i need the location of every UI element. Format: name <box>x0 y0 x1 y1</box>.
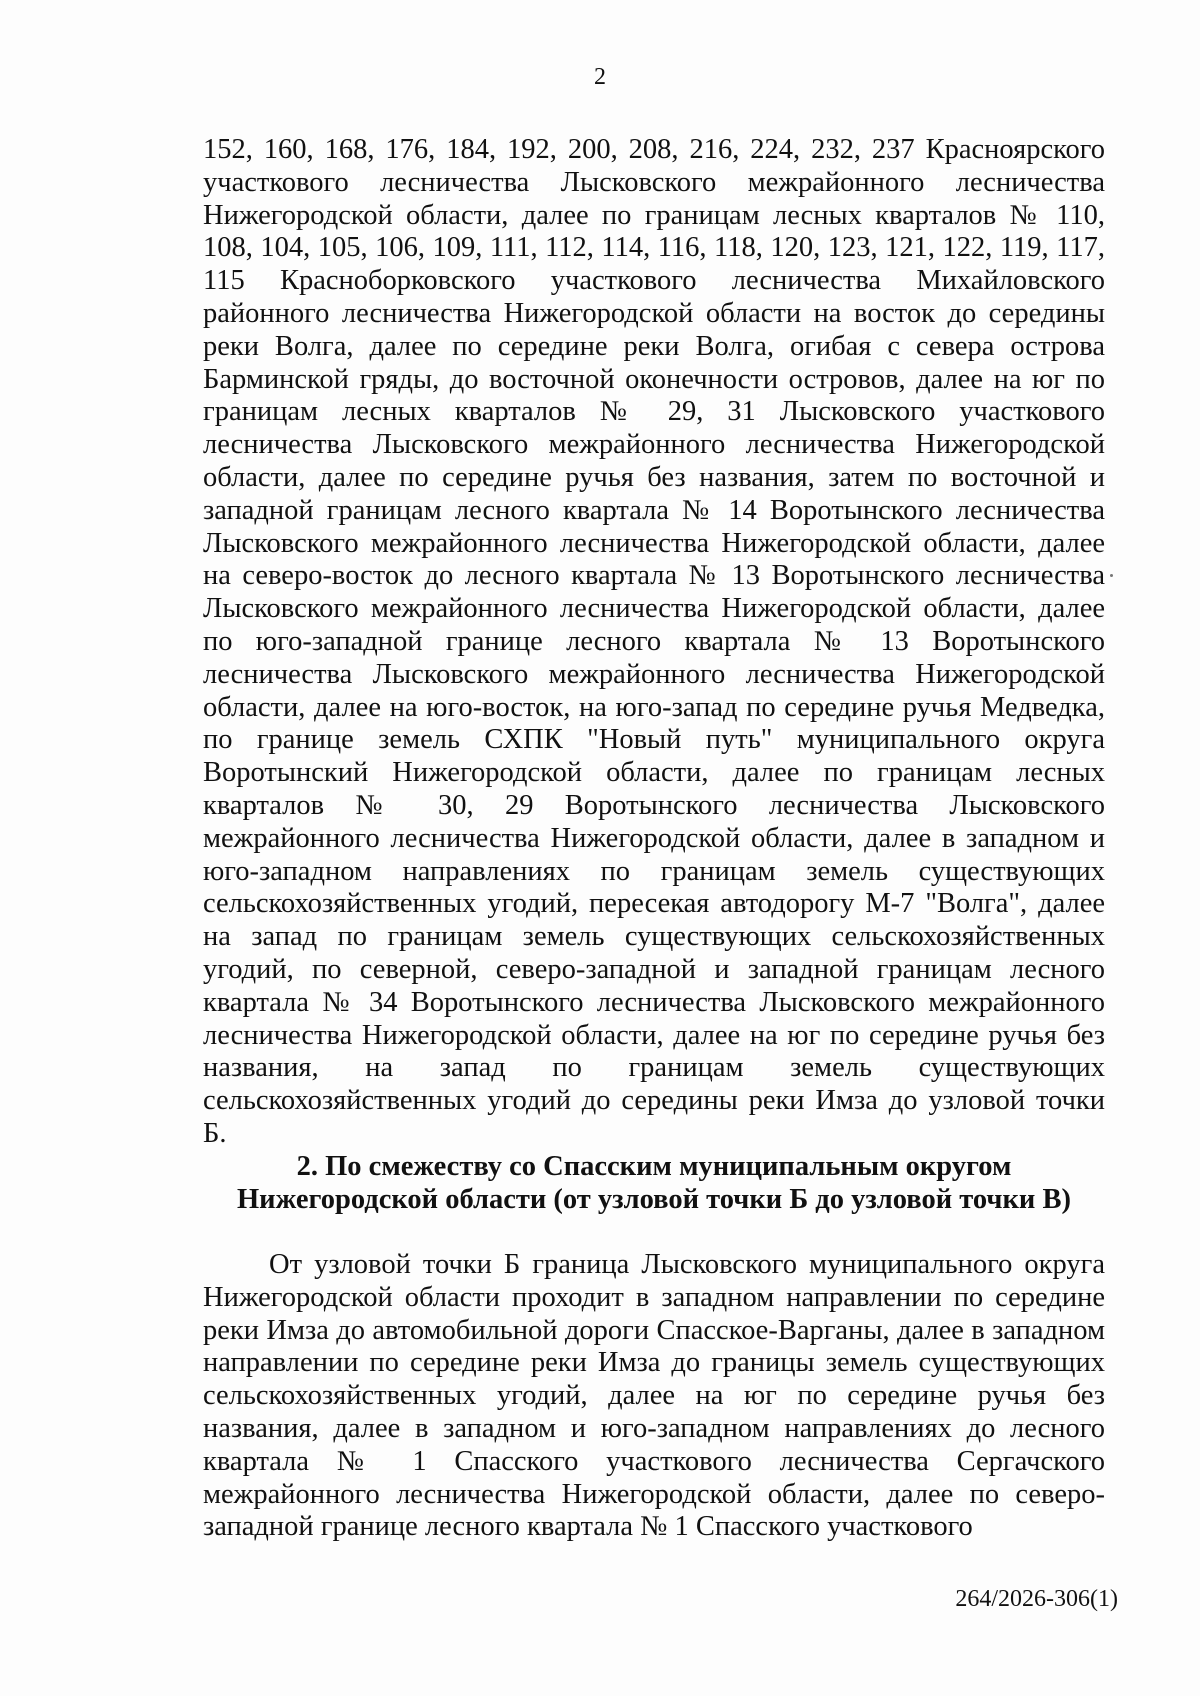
section-2-paragraph: От узловой точки Б граница Лысковского муниципального округа Нижегородской области проходит в западном направлении по середине реки Имза до автомобильной дороги Спасское-Варганы, далее в западном направлении по середине реки Имза до границы земель существующих сельскохозяйственных угодий, далее на юг по середине ручья без названия, далее в западном и юго-западном направлениях до лесного квартала № 1 Спасского участкового лесничества Сергачского межрайонного лесничества Нижегородской области, далее по северо-западной границе лесного квартала № 1 Спасского участкового <box>203 1249 1105 1543</box>
boundary-description-continuation: 152, 160, 168, 176, 184, 192, 200, 208, 216, 224, 232, 237 Красноярского участкового лесничества Лысковского межрайонного лесничества Нижегородской области, далее по границам лесных кварталов № 110, 108, 104, 105, 106, 109, 111, 112, 114, 116, 118, 120, 123, 121, 122, 119, 117, 115 Красноборковского участкового лесничества Михайловского районного лесничества Нижегородской области на восток до середины реки Волга, далее по середине реки Волга, огибая с севера острова Барминской гряды, до восточной оконечности островов, далее на юг по границам лесных кварталов № 29, 31 Лысковского участкового лесничества Лысковского межрайонного лесничества Нижегородской области, далее по середине ручья без названия, затем по восточной и западной границам лесного квартала № 14 Воротынского лесничества Лысковского межрайонного лесничества Нижегородской области, далее на северо-восток до лесного квартала № 13 Воротынского лесничества Лысковского межрайонного лесничества Нижегородской области, далее по юго-западной границе лесного квартала № 13 Воротынского лесничества Лысковского межрайонного лесничества Нижегородской области, далее на юго-восток, на юго-запад по середине ручья Медведка, по границе земель СХПК "Новый путь" муниципального округа Воротынский Нижегородской области, далее по границам лесных кварталов № 30, 29 Воротынского лесничества Лысковского межрайонного лесничества Нижегородской области, далее в западном и юго-западном направлениях по границам земель существующих сельскохозяйственных угодий, пересекая автодорогу М-7 "Волга", далее на запад по границам земель существующих сельскохозяйственных угодий, по северной, северо-западной и западной границам лесного квартала № 34 Воротынского лесничества Лысковского межрайонного лесничества Нижегородской области, далее на юг по середине ручья без названия, на запад по границам земель существующих сельскохозяйственных угодий до середины реки Имза до узловой точки Б. <box>203 134 1105 1149</box>
section-2-heading-line-1: 2. По смежеству со Спасским муниципальным округом <box>296 1151 1012 1182</box>
page-number: 2 <box>594 64 606 90</box>
section-2-heading-line-2: Нижегородской области (от узловой точки Б до узловой точки В) <box>237 1183 1071 1215</box>
scan-speck <box>1110 574 1113 577</box>
document-code: 264/2026-306(1) <box>955 1586 1118 1612</box>
section-2-heading <box>203 1151 1105 1217</box>
